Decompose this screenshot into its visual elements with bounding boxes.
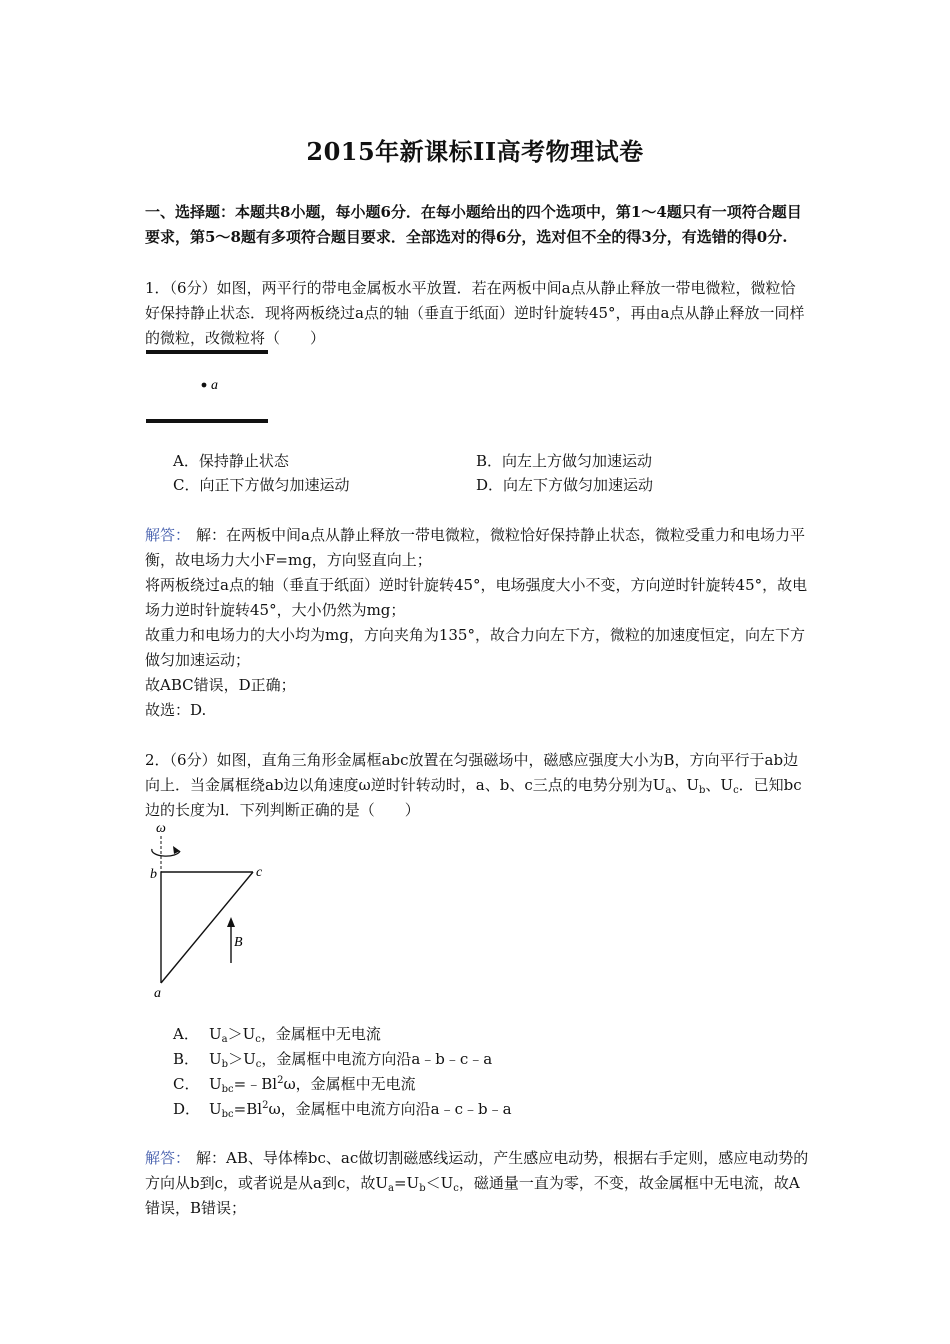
q2-option-b: B． $U_b>U_c$，金属框中电流方向沿a﹣b﹣c﹣a	[173, 1050, 493, 1070]
q1-solution-line: 故选：D.	[145, 701, 207, 719]
q2-option-d: D． $U_{bc}=Bl^2\omega$，金属框中电流方向沿a﹣c﹣b﹣a	[173, 1100, 512, 1120]
point-a	[202, 383, 207, 388]
q2-solution: 解答： 解：AB、导体棒bc、ac做切割磁感线运动，产生感应电动势，根据右手定则，感应电动势的方向从b到c，或者说是从a到c，故$U_a=U_b<U_c$，磁通量一直为零，不变，故金属框中无电流，故A错误，B错误；	[145, 1149, 809, 1217]
q1-solution-line: 故重力和电场力的大小均为mg，方向夹角为135°，故合力向左下方，微粒的加速度恒定，向左下方做匀加速运动；	[145, 626, 805, 669]
vertex-b-label: b	[150, 867, 157, 882]
q1-answer-label: 解答：	[145, 526, 191, 544]
page-title: 2015年新课标II高考物理试卷	[306, 137, 644, 166]
field-arrowhead-icon	[227, 917, 235, 927]
q1-option-a: A．保持静止状态	[173, 452, 289, 470]
edge-ac	[161, 872, 253, 983]
section-heading: 一、选择题：本题共8小题，每小题6分．在每小题给出的四个选项中，第1～4题只有一项符合题目要求，第5～8题有多项符合题目要求．全部选对的得6分，选对但不全的得3分，有选错的得0分.	[145, 203, 802, 246]
q1-solution-line: 故ABC错误，D正确；	[145, 676, 296, 694]
lower-plate	[146, 419, 268, 423]
vertex-a-label: a	[154, 986, 161, 1001]
figure-parallel-plates	[140, 346, 280, 428]
question-1-stem: 1．（6分）如图，两平行的带电金属板水平放置．若在两板中间a点从静止释放一带电微粒，微粒恰好保持静止状态．现将两板绕过a点的轴（垂直于纸面）逆时针旋转45°，再由a点从静止释放一同样的微粒，改微粒将（ ）	[145, 279, 805, 347]
omega-label: ω	[156, 821, 166, 836]
q1-solution-line: 解答： 解：在两板中间a点从静止释放一带电微粒，微粒恰好保持静止状态，微粒受重力和电场力平衡，故电场力大小F=mg，方向竖直向上；	[145, 526, 805, 569]
question-2-stem: 2．（6分）如图，直角三角形金属框abc放置在匀强磁场中，磁感应强度大小为B，方向平行于ab边向上．当金属框绕ab边以角速度ω逆时针转动时，a、b、c三点的电势分别为$U_a$、$U_b$、$U_c$．已知bc边的长度为l．下列判断正确的是（ ）	[145, 751, 802, 819]
upper-plate	[146, 350, 268, 354]
q2-option-c: C． $U_{bc}=﹣Bl^2\omega$，金属框中无电流	[173, 1075, 416, 1095]
q2-answer-label: 解答：	[145, 1149, 191, 1167]
figure-triangle-frame	[140, 818, 280, 1003]
field-b-label: B	[234, 935, 243, 950]
point-a-label: a	[211, 378, 218, 393]
q1-option-c: C．向正下方做匀加速运动	[173, 476, 350, 494]
q1-solution	[145, 523, 810, 723]
vertex-c-label: c	[256, 865, 263, 880]
q1-solution-line: 将两板绕过a点的轴（垂直于纸面）逆时针旋转45°，电场强度大小不变，方向逆时针旋转45°，故电场力逆时针旋转45°，大小仍然为mg；	[145, 576, 808, 619]
q1-option-b: B．向左上方做匀加速运动	[476, 452, 653, 470]
q1-option-d: D．向左下方做匀加速运动	[476, 476, 654, 494]
q2-option-a: A． $U_a>U_c$，金属框中无电流	[173, 1025, 381, 1045]
